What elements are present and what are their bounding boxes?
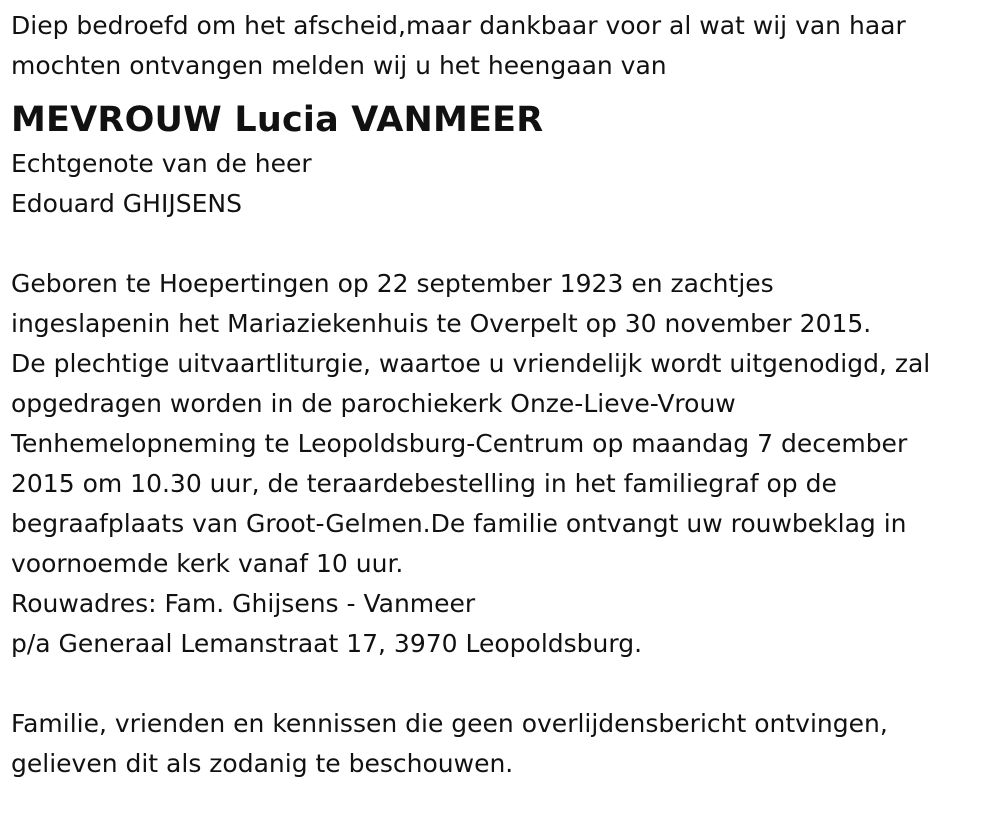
spacer — [11, 224, 1000, 264]
closing-line: gelieven dit als zodanig te beschouwen. — [11, 749, 514, 778]
body-line: begraafplaats van Groot-Gelmen.De familie ontvangt uw rouwbeklag in — [11, 509, 907, 538]
body-line: opgedragen worden in de parochiekerk Onze-Lieve-Vrouw — [11, 389, 736, 418]
intro-line: mochten ontvangen melden wij u het heengaan van — [11, 51, 667, 80]
body-line: Tenhemelopneming te Leopoldsburg-Centrum op maandag 7 december — [11, 429, 908, 458]
spouse-line: Echtgenote van de heer — [11, 149, 312, 178]
body-line: ingeslapenin het Mariaziekenhuis te Overpelt op 30 november 2015. — [11, 309, 872, 338]
closing-line: Familie, vrienden en kennissen die geen overlijdensbericht ontvingen, — [11, 709, 888, 738]
body-line: voornoemde kerk vanaf 10 uur. — [11, 549, 404, 578]
spouse-name: Edouard GHIJSENS — [11, 189, 242, 218]
spacer — [11, 664, 1000, 704]
body-line: Geboren te Hoepertingen op 22 september 1923 en zachtjes — [11, 269, 774, 298]
deceased-name: MEVROUW Lucia VANMEER — [11, 100, 544, 140]
body-line: De plechtige uitvaartliturgie, waartoe u vriendelijk wordt uitgenodigd, zal — [11, 349, 931, 378]
intro-line: Diep bedroefd om het afscheid,maar dankbaar voor al wat wij van haar — [11, 11, 906, 40]
mourning-address-line: Rouwadres: Fam. Ghijsens - Vanmeer — [11, 589, 476, 618]
body-line: 2015 om 10.30 uur, de teraardebestelling in het familiegraf op de — [11, 469, 837, 498]
mourning-address-line: p/a Generaal Lemanstraat 17, 3970 Leopoldsburg. — [11, 629, 643, 658]
